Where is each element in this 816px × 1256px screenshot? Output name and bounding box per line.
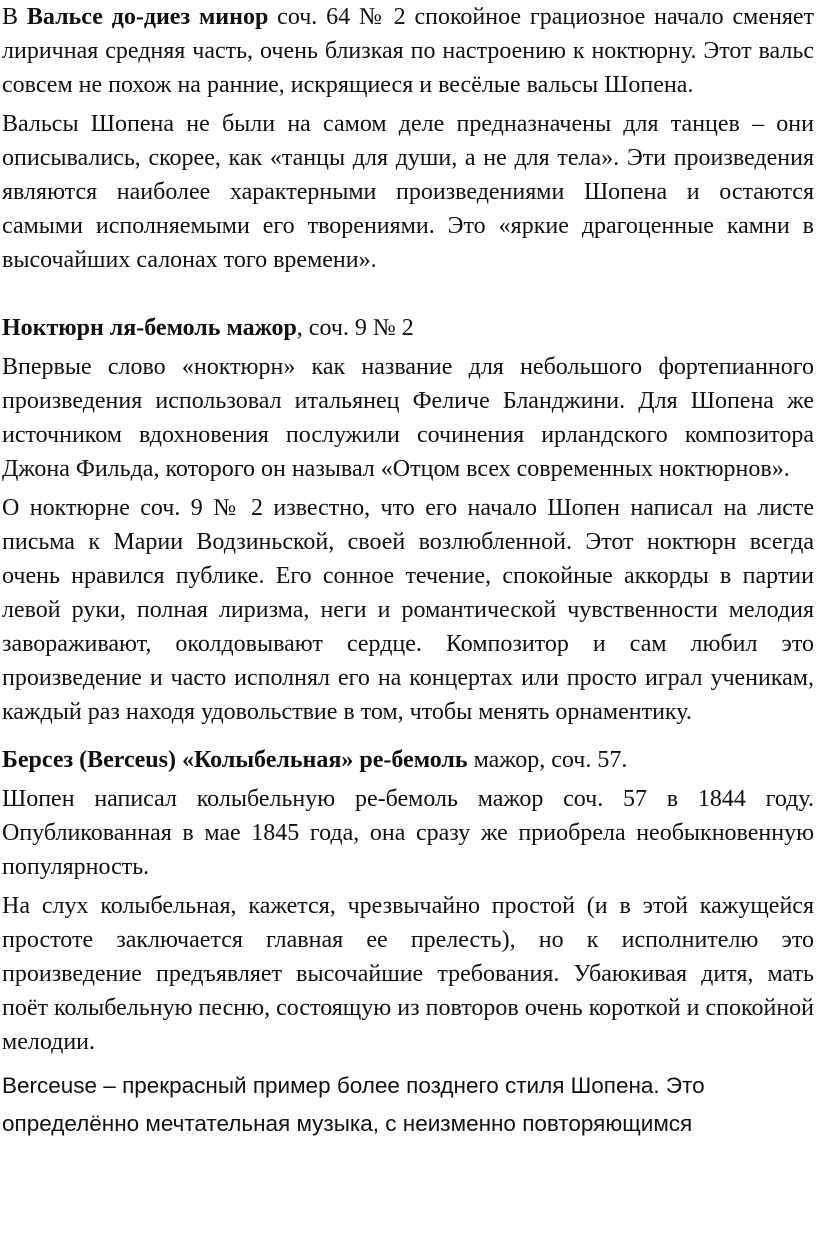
nocturne-title: Ноктюрн ля-бемоль мажор bbox=[2, 315, 297, 341]
paragraph-lead: В bbox=[2, 4, 27, 30]
berceuse-title: Берсез (Berceus) «Колыбельная» ре-бемоль bbox=[2, 747, 468, 773]
paragraph-berceuse-description: На слух колыбельная, кажется, чрезвычайно простой (и в этой кажущейся простоте заключается главная ее прелесть), но к исполнителю это произведение предъявляет высочайшие требования. Убаюкивая дитя, мать поёт колыбельную песню, состоящую из повторов очень короткой и спокойной мелодии. bbox=[2, 893, 814, 1055]
nocturne-opus: , соч. 9 № 2 bbox=[296, 315, 414, 341]
waltz-title: Вальсе до-диез минор bbox=[26, 4, 269, 30]
paragraph-berceuse-history: Шопен написал колыбельную ре-бемоль мажор соч. 57 в 1844 году. Опубликованная в мае 1845 года, она сразу же приобрела необыкновенную популярность. bbox=[2, 786, 814, 880]
paragraph-berceuse-style: Berceuse – прекрасный пример более позднего стиля Шопена. Это определённо мечтательная музыка, с неизменно повторяющимся bbox=[2, 1073, 705, 1136]
heading-nocturne bbox=[2, 311, 814, 345]
berceuse-opus: мажор, соч. 57. bbox=[467, 747, 628, 773]
paragraph-waltzes-purpose: Вальсы Шопена не были на самом деле предназначены для танцев – они описывались, скорее, как «танцы для души, а не для тела». Эти произведения являются наиболее характерными произведениями Шопена и остаются самыми исполняемыми его творениями. Это «яркие драгоценные камни в высочайших салонах того времени». bbox=[2, 111, 814, 273]
paragraph-text: соч. 64 № 2 спокойное грациозное начало сменяет лиричная средняя часть, очень близкая по настроению к ноктюрну. Этот вальс совсем не похож на ранние, искрящиеся и весёлые вальсы Шопена. bbox=[2, 4, 814, 98]
heading-berceuse bbox=[2, 743, 814, 777]
paragraph-nocturne-op9: О ноктюрне соч. 9 № 2 известно, что его начало Шопен написал на листе письма к Марии Водзиньской, своей возлюбленной. Этот ноктюрн всегда очень нравился публике. Его сонное течение, спокойные аккорды в партии левой руки, полная лиризма, неги и романтической чувственности мелодия завораживают, околдовывают сердце. Композитор и сам любил это произведение и часто исполнял его на концертах или просто играл ученикам, каждый раз находя удовольствие в том, чтобы менять орнаментику. bbox=[2, 495, 814, 725]
paragraph-nocturne-origin: Впервые слово «ноктюрн» как название для небольшого фортепианного произведения использовал итальянец Феличе Бланджини. Для Шопена же источником вдохновения послужили сочинения ирландского композитора Джона Фильда, которого он называл «Отцом всех современных ноктюрнов». bbox=[2, 354, 814, 482]
paragraph-waltz-c-sharp-minor bbox=[2, 0, 814, 102]
